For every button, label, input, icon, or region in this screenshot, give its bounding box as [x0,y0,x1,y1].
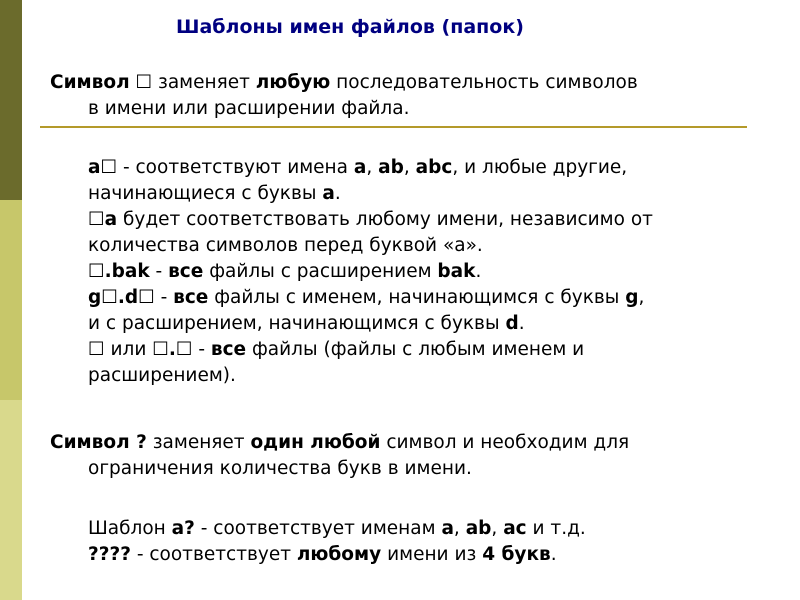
wildcard-box-icon: ☐ [135,72,153,93]
pattern-code: а? [171,518,195,539]
example-text: - соответствует именам [194,518,442,539]
example-line [88,259,800,285]
example-text: и т.д. [526,518,586,539]
example-name: a [322,183,335,204]
example-line: расширением). [88,365,236,386]
pattern-code: ???? [88,544,131,565]
example-emphasis: все [168,261,204,282]
example-text: - [149,261,169,282]
example-text: будет соответствовать любому имени, независимо от [117,209,653,230]
example-text: , [453,518,466,539]
rule-star-line-1 [50,70,770,96]
rule-star-paragraph [50,70,770,122]
side-strip-segment [0,0,22,200]
example-emphasis: все [210,339,247,360]
example-text: или [104,339,153,360]
example-text: файлы с расширением [203,261,438,282]
rule-text: заменяет [146,432,251,453]
example-name: bak [437,261,476,282]
example-emphasis: все [173,287,209,308]
example-emphasis: любому [296,544,382,565]
example-name: g [625,287,639,308]
example-text: начинающиеся с буквы [88,183,323,204]
example-text: файлы с именем, начинающимся с буквы [208,287,626,308]
rule-emphasis: один любой [250,432,381,453]
pattern-code: a☐ [88,157,118,178]
examples-q-block [50,516,800,568]
example-name: a [441,518,454,539]
divider-line [40,126,747,128]
pattern-code: ☐ [88,339,105,360]
example-text: - соответствуют имена [117,157,354,178]
example-line [88,516,800,542]
examples-star-block [50,155,800,389]
example-name: a [353,157,367,178]
example-text: , и любые другие, [452,157,628,178]
example-line [88,181,800,207]
example-line [88,337,800,363]
rule-q-line-1 [50,430,770,456]
example-text: файлы (файлы с любым именем и [246,339,585,360]
side-strip-segment [0,400,22,600]
example-text: , [366,157,379,178]
example-text: - соответствует [130,544,297,565]
example-name: abc [415,157,453,178]
example-text: Шаблон [88,518,172,539]
example-emphasis: 4 букв [482,544,551,565]
rule-label: Символ [50,72,130,93]
example-line [88,207,800,233]
example-line: количества символов перед буквой «а». [88,235,483,256]
rule-q-line-2: ограничения количества букв в имени. [88,458,472,479]
example-line [88,542,800,568]
example-name: ac [503,518,527,539]
side-decor-strip [0,0,22,600]
rule-text: заменяет [152,72,256,93]
rule-emphasis: любую [255,72,331,93]
example-line [88,311,800,337]
pattern-code: g☐.d☐ [88,287,155,308]
example-text: . [334,183,341,204]
example-line [88,285,800,311]
example-text: - [154,287,174,308]
pattern-code: ☐.bak [88,261,150,282]
example-name: ab [465,518,492,539]
example-line [88,155,800,181]
example-text: , [638,287,645,308]
rule-text: последовательность символов [330,72,638,93]
example-text: - [192,339,211,360]
slide-title: Шаблоны имен файлов (папок) [176,16,524,38]
example-text: . [550,544,557,565]
pattern-code: ☐.☐ [152,339,193,360]
example-text: . [475,261,482,282]
rule-label: Символ ? [50,432,147,453]
example-text: . [518,313,525,334]
example-text: , [491,518,504,539]
side-strip-segment [0,200,22,400]
pattern-code: ☐a [88,209,118,230]
example-name: ab [378,157,404,178]
rule-text: символ и необходим для [380,432,630,453]
example-text: имени из [381,544,483,565]
rule-star-line-2: в имени или расширении файла. [88,98,410,119]
rule-q-paragraph [50,430,770,482]
example-text: и с расширением, начинающимся с буквы [88,313,506,334]
example-text: , [403,157,416,178]
example-name: d [505,313,519,334]
